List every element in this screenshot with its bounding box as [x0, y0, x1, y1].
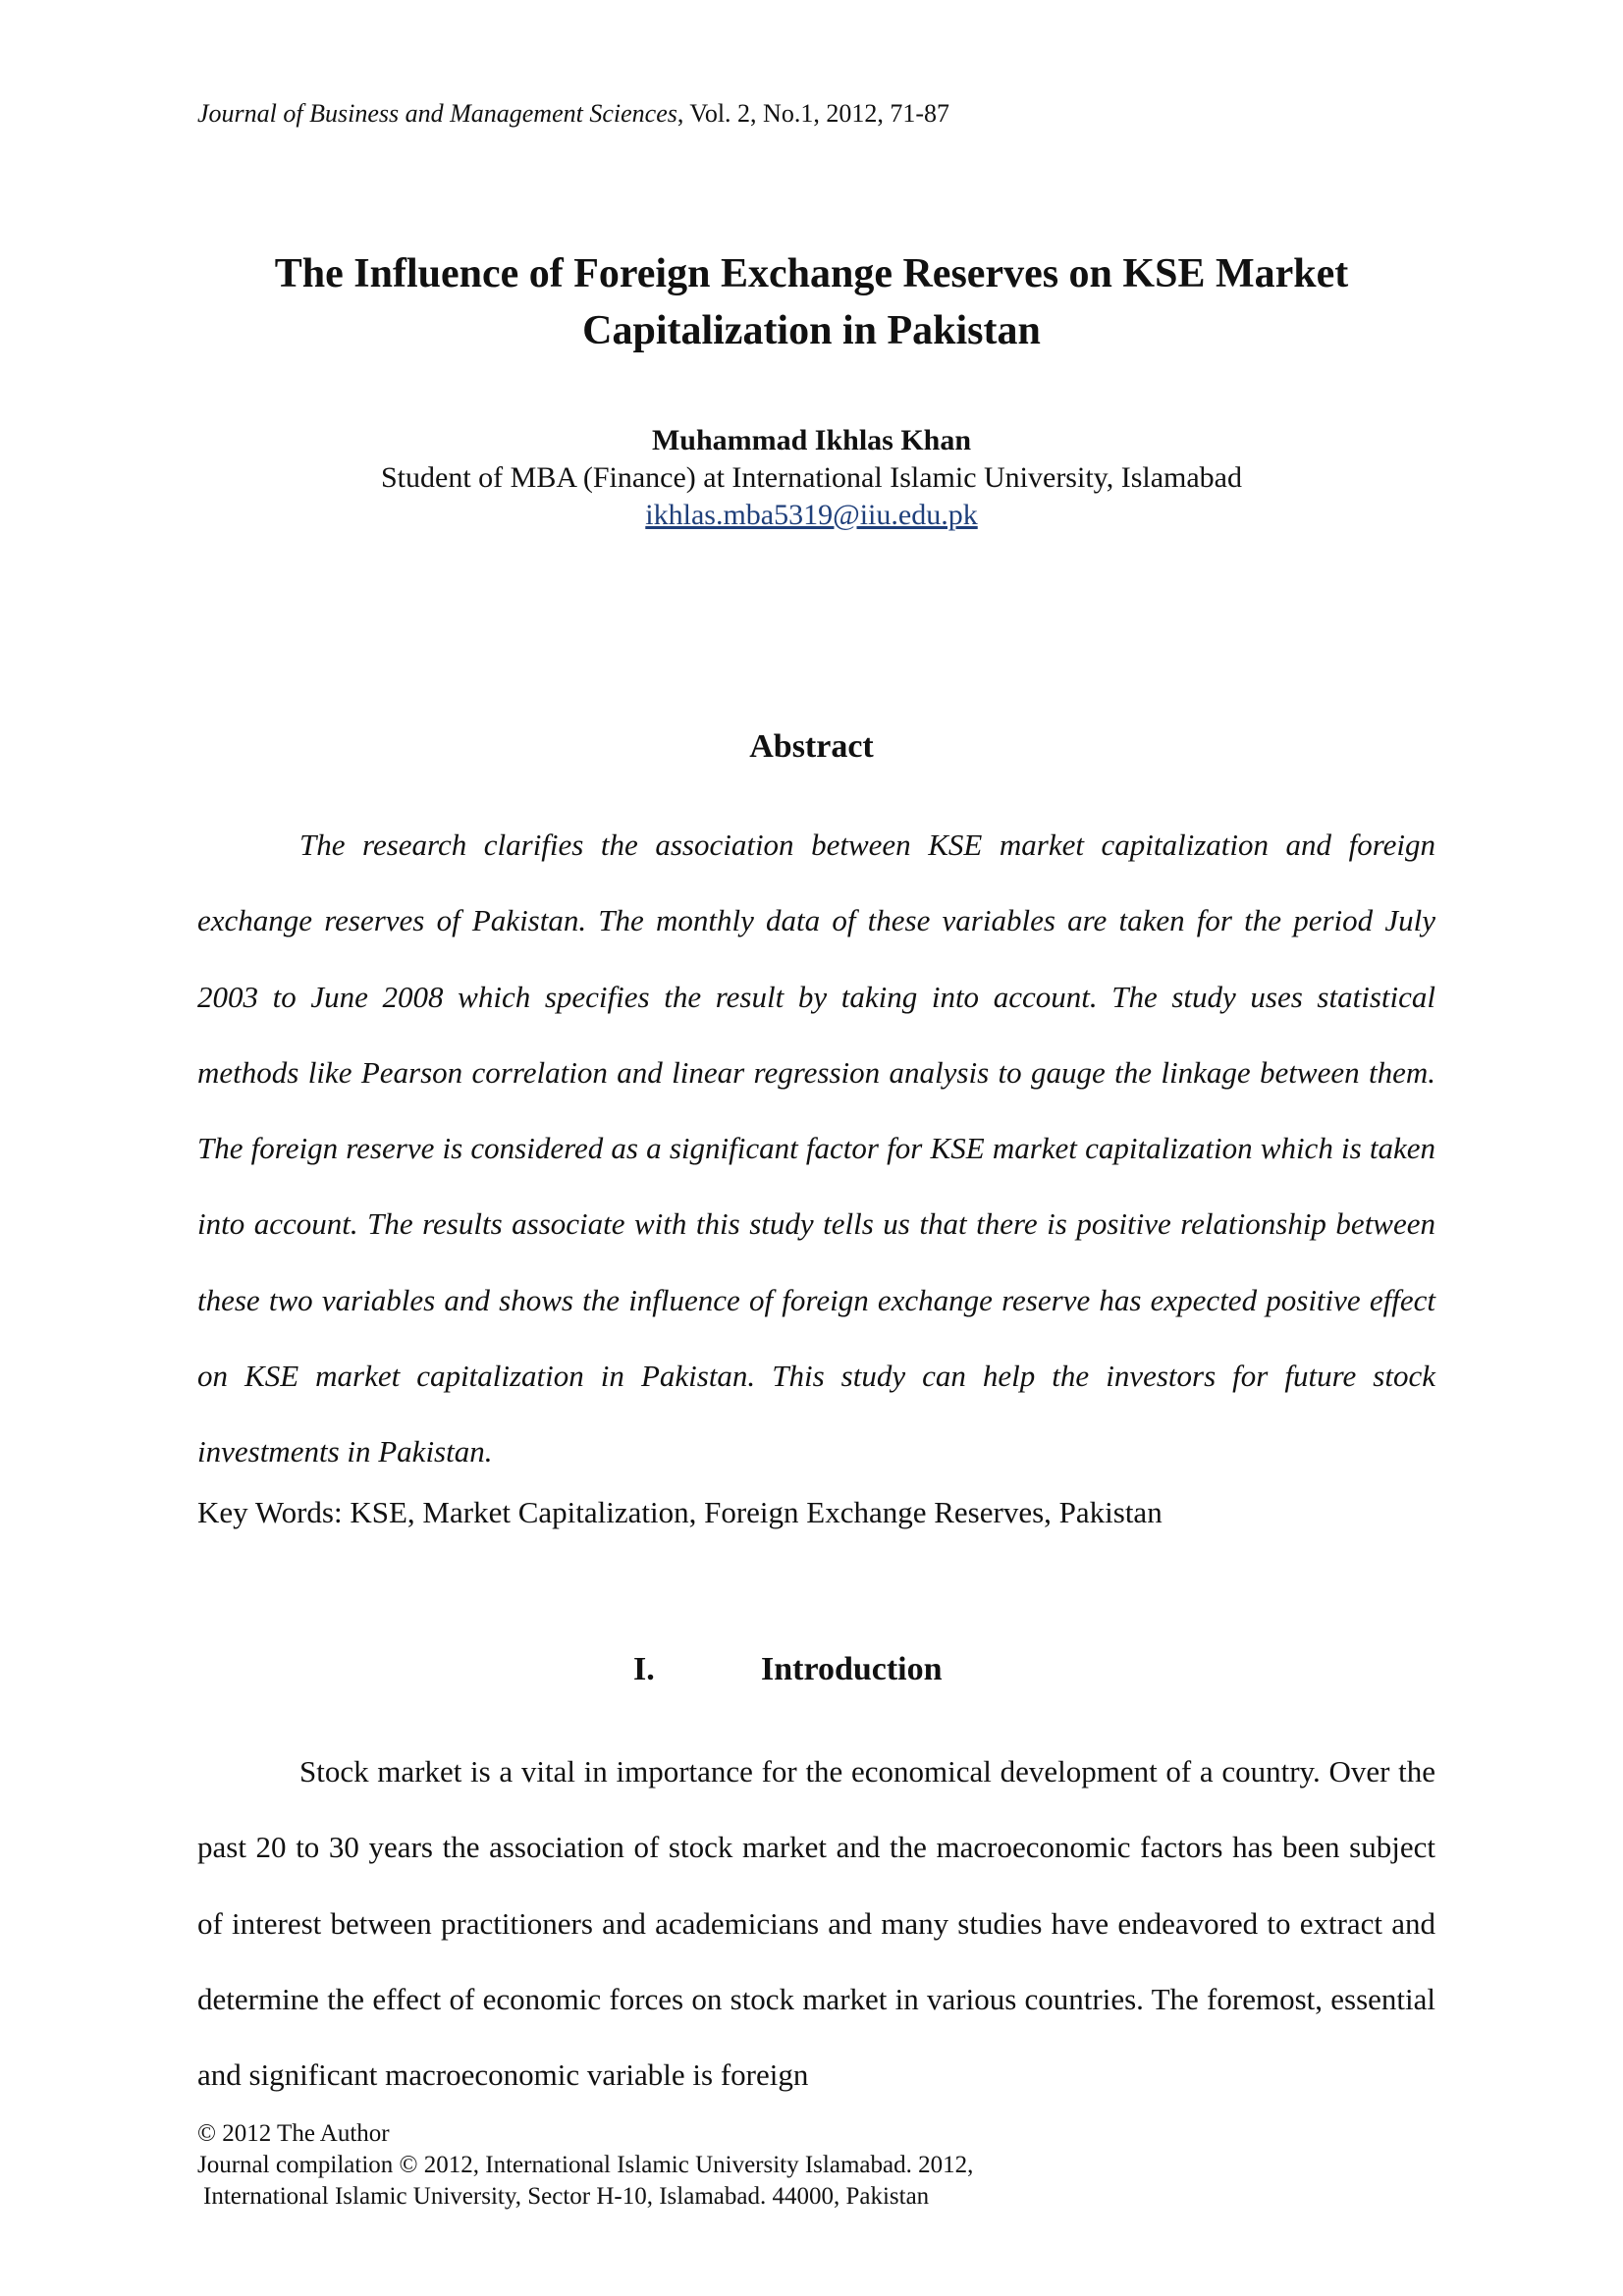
- author-affiliation: Student of MBA (Finance) at International Islamic University, Islamabad: [380, 461, 1242, 494]
- introduction-text: Stock market is a vital in importance for the economical development of a country. Over the past 20 to 30 years the association of stock market and the macroeconomic factors has been subject of interest between practitioners and academicians and many studies have endeavored to extract and determine the effect of economic forces on stock market in various countries. The foremost, essential and significant macroeconomic variable is foreign: [197, 1754, 1435, 2093]
- author-email-link[interactable]: ikhlas.mba5319@iiu.edu.pk: [645, 499, 978, 531]
- introduction-body: [197, 1734, 1435, 2112]
- footer-compilation: Journal compilation © 2012, International Islamic University Islamabad. 2012,: [197, 2152, 974, 2178]
- author-name: Muhammad Ikhlas Khan: [651, 424, 972, 456]
- section-title: Introduction: [761, 1651, 943, 1687]
- abstract-body: [197, 807, 1435, 1490]
- title-line-1: The Influence of Foreign Exchange Reserves on KSE Market: [274, 251, 1349, 296]
- title-line-2: Capitalization in Pakistan: [582, 308, 1041, 353]
- keywords: Key Words: KSE, Market Capitalization, Foreign Exchange Reserves, Pakistan: [197, 1495, 1163, 1529]
- journal-details: , Vol. 2, No.1, 2012, 71-87: [676, 99, 949, 128]
- footer: [197, 2118, 973, 2213]
- footer-copyright: © 2012 The Author: [197, 2120, 390, 2147]
- section-number: I.: [633, 1651, 655, 1687]
- running-head: [197, 98, 949, 130]
- abstract-heading: Abstract: [749, 728, 874, 765]
- author-block: [147, 422, 1476, 534]
- abstract-text: The research clarifies the association between KSE market capitalization and foreign exchange reserves of Pakistan. The monthly data of these variables are taken for the period July 2003 to June 2008 which specifies the result by taking into account. The study uses statistical methods like Pearson correlation and linear regression analysis to gauge the linkage between them. The foreign reserve is considered as a significant factor for KSE market capitalization which is taken into account. The results associate with this study tells us that there is positive relationship between these two variables and shows the influence of foreign exchange reserve has expected positive effect on KSE market capitalization in Pakistan. This study can help the investors for future stock investments in Pakistan.: [197, 828, 1435, 1469]
- journal-name: Journal of Business and Management Sciences: [197, 99, 677, 128]
- footer-address: International Islamic University, Sector H-10, Islamabad. 44000, Pakistan: [203, 2183, 930, 2210]
- section-heading: [633, 1649, 943, 1690]
- paper-title: [147, 245, 1476, 359]
